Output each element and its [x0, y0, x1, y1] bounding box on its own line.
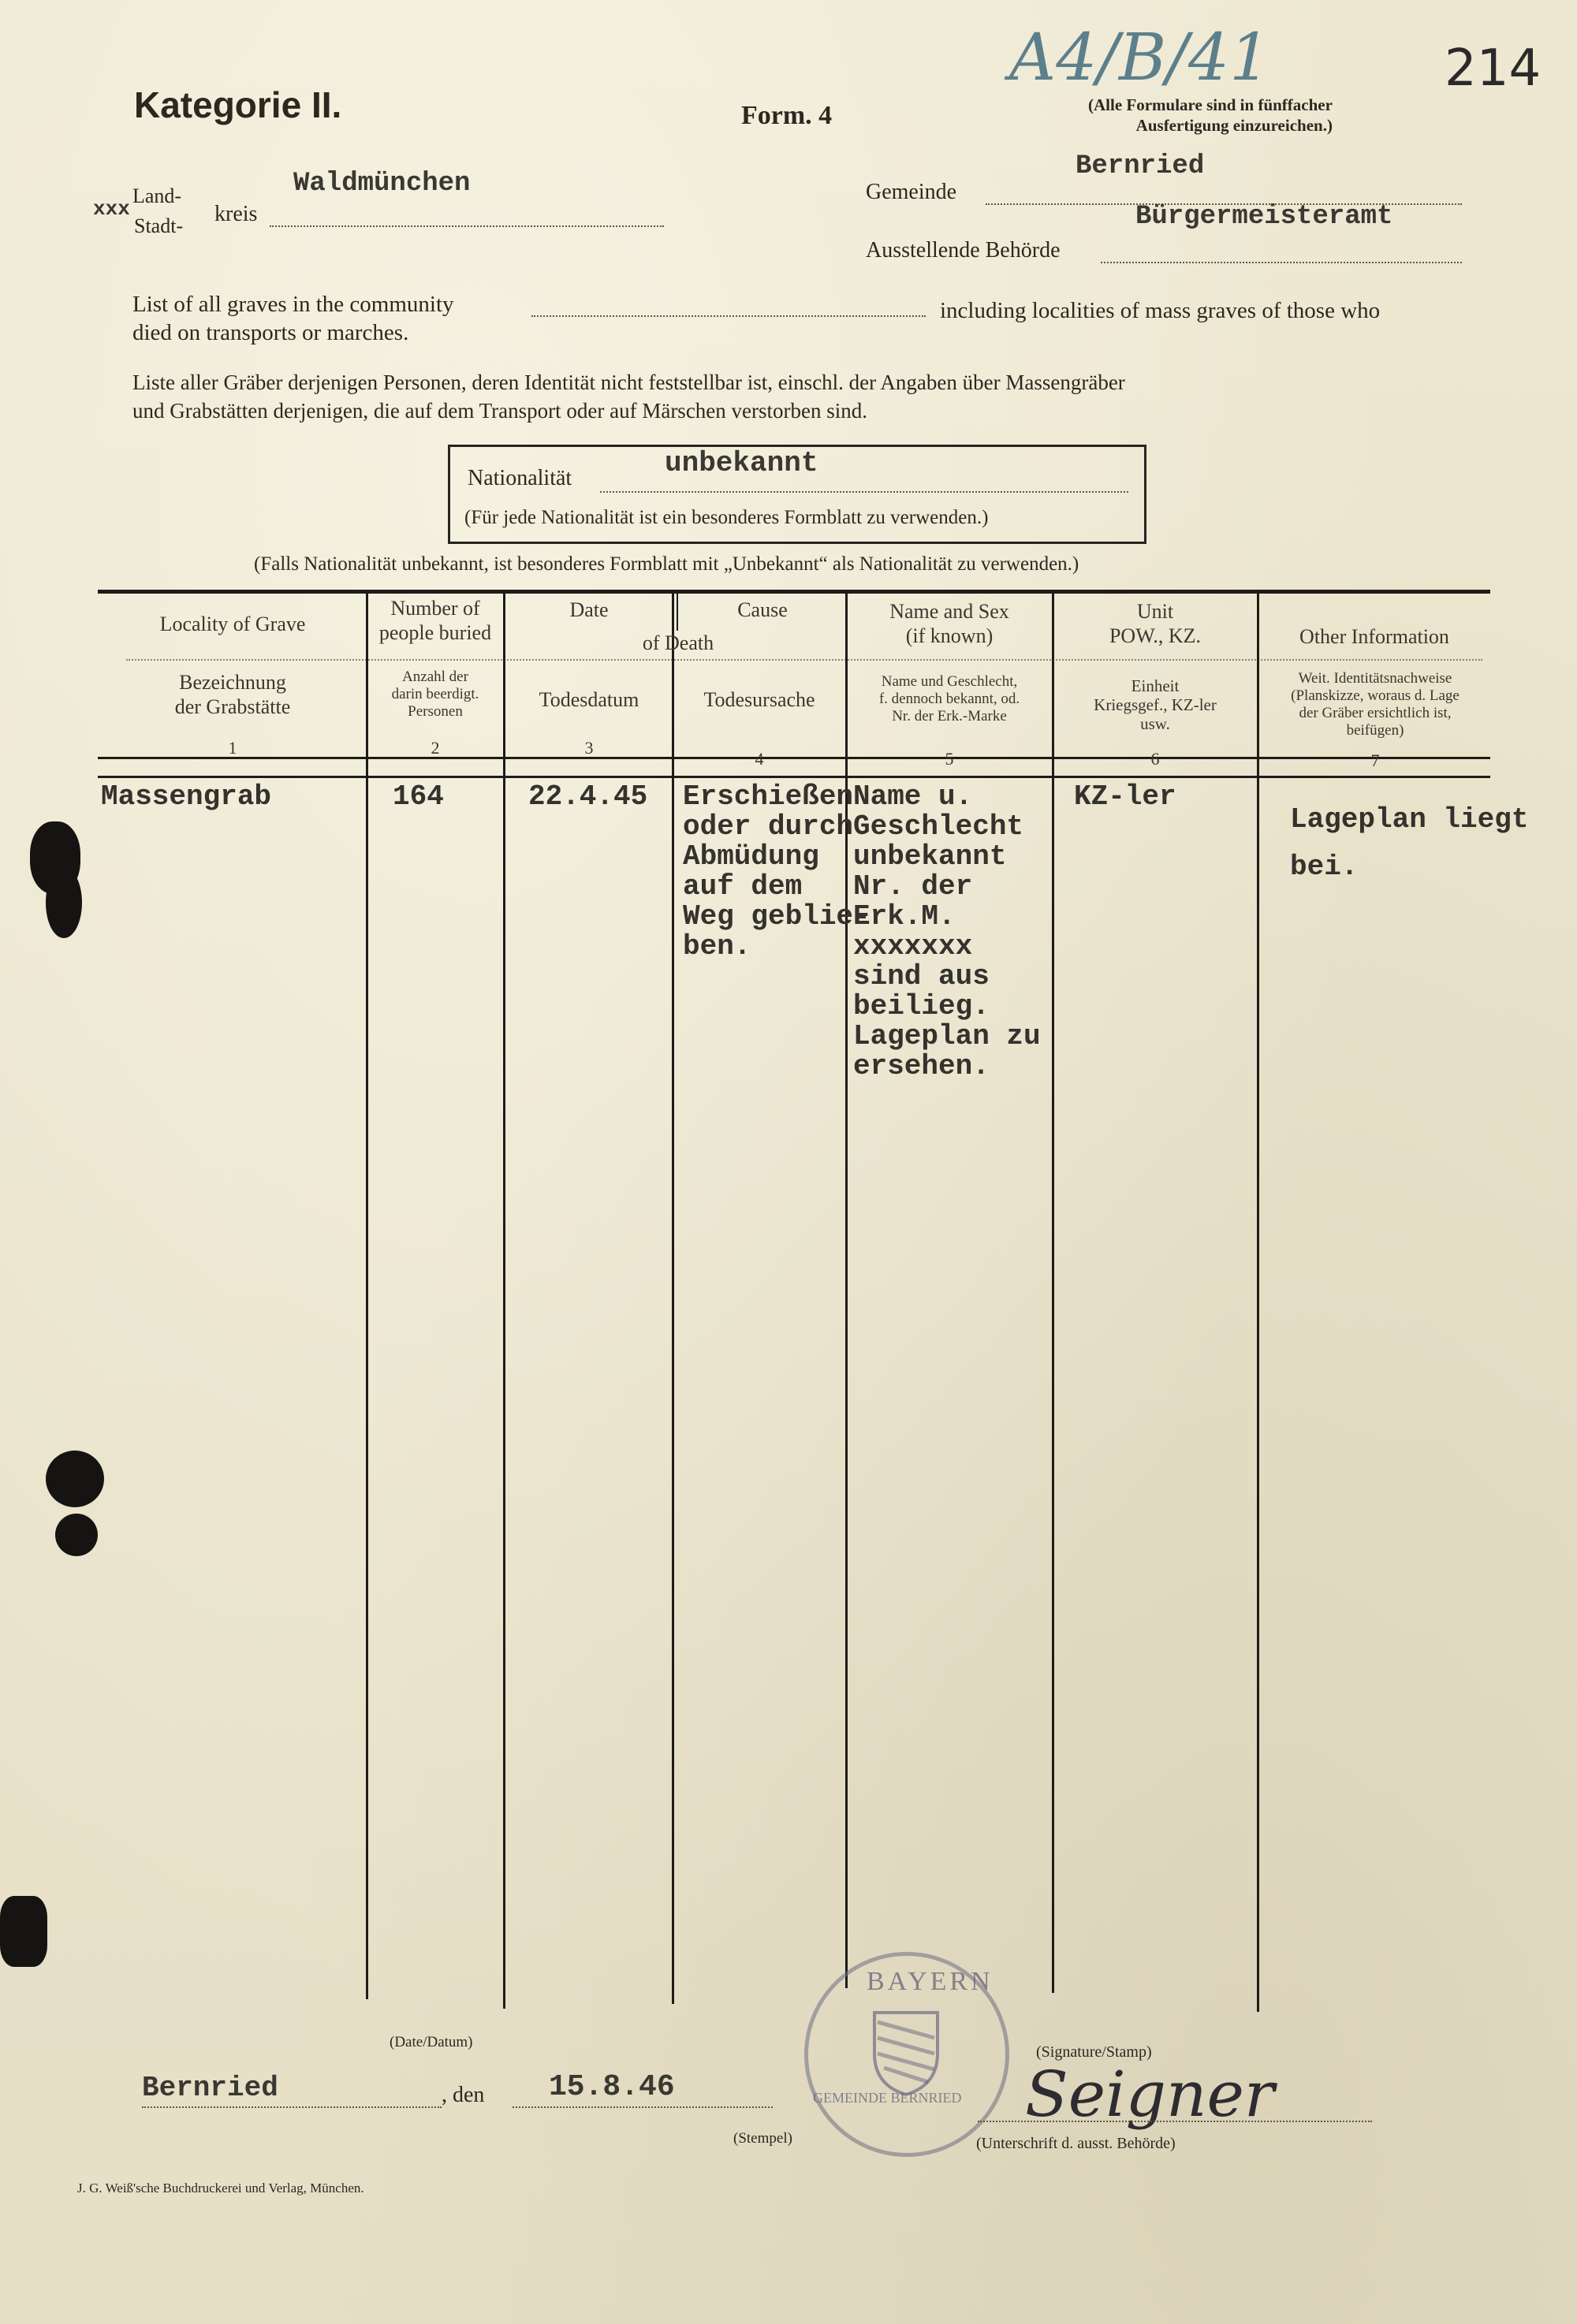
col-number-4: 4	[755, 749, 764, 769]
signature-line	[978, 2121, 1372, 2122]
col-divider-6	[1257, 593, 1259, 2012]
col-header-en-1: Locality of Grave	[159, 613, 306, 635]
intro-de-1: Liste aller Gräber derjenigen Personen, deren Identität nicht feststellbar ist, einschl. der Angaben über Massengräber	[132, 371, 1125, 394]
col-number-2: 2	[431, 738, 440, 758]
date-label: (Date/Datum)	[390, 2034, 473, 2050]
page-number: 214	[1445, 39, 1542, 98]
col-header-en-7: Other Information	[1299, 625, 1449, 648]
submission-note-line1: (Alle Formulare sind in fünffacher	[1088, 95, 1333, 114]
signature-stamp-label: (Signature/Stamp)	[1036, 2043, 1152, 2061]
col-divider-2	[503, 593, 505, 2009]
place-line	[142, 2106, 442, 2108]
col-header-en-3: Date	[569, 598, 609, 621]
col-header-de-6: Einheit Kriegsgef., KZ-ler usw.	[1094, 676, 1217, 734]
col-header-en-2: Number of people buried	[378, 597, 492, 645]
form-number: Form. 4	[741, 101, 833, 130]
col-header-en-4: Cause	[737, 598, 788, 621]
col-divider-3	[672, 593, 674, 2004]
kreis-line	[270, 225, 664, 227]
cell-unit: KZ-ler	[1074, 780, 1176, 813]
nationality-hint: (Für jede Nationalität ist ein besonderes Formblatt zu verwenden.)	[464, 507, 989, 528]
col-divider-date-cause	[677, 593, 678, 631]
printer-imprint: J. G. Weiß'sche Buchdruckerei und Verlag, München.	[77, 2181, 364, 2196]
col-header-en-5: Name and Sex (if known)	[889, 600, 1009, 648]
col-number-1: 1	[228, 738, 237, 758]
punch-hole	[55, 1514, 98, 1556]
submission-note	[1088, 95, 1333, 136]
unterschrift-label: (Unterschrift d. ausst. Behörde)	[976, 2135, 1176, 2152]
header-mid-rule	[126, 659, 1482, 661]
kreis-label: kreis	[214, 202, 258, 226]
punch-hole	[46, 867, 82, 938]
number-row-rule	[98, 776, 1490, 778]
den-label: , den	[442, 2083, 485, 2107]
municipal-stamp	[804, 1952, 1009, 2157]
archive-mark: A4/B/41	[1009, 20, 1271, 95]
nationality-line	[600, 491, 1128, 493]
table-top-rule	[98, 590, 1490, 594]
intro-en-c: died on transports or marches.	[132, 320, 409, 345]
land-label: Land-	[132, 184, 182, 207]
cell-count: 164	[393, 780, 444, 813]
col-header-de-7: Weit. Identitätsnachweise (Planskizze, woraus d. Lage der Gräber ersichtlich ist, beifügen)	[1291, 670, 1460, 739]
intro-en-b: including localities of mass graves of those who	[940, 298, 1381, 323]
nationality-value: unbekannt	[665, 447, 818, 479]
nationality-label: Nationalität	[468, 466, 572, 490]
unknown-nationality-note: (Falls Nationalität unbekannt, ist besonderes Formblatt mit „Unbekannt“ als Nationalität zu verwenden.)	[254, 553, 1079, 575]
of-death-label: of Death	[642, 631, 714, 654]
date-line	[513, 2106, 773, 2108]
punch-hole	[0, 1896, 47, 1967]
cell-date: 22.4.45	[528, 780, 648, 813]
col-divider-1	[366, 593, 368, 1999]
col-number-5: 5	[945, 749, 954, 769]
col-number-7: 7	[1370, 750, 1380, 770]
col-header-de-1: Bezeichnung der Grabstätte	[174, 671, 291, 719]
behoerde-label: Ausstellende Behörde	[866, 238, 1061, 263]
stamp-text-top: BAYERN	[867, 1967, 994, 1996]
xxx-strikeout: xxx	[93, 197, 130, 221]
stadt-label: Stadt-	[134, 214, 184, 237]
cell-other: Lageplan liegt bei.	[1290, 803, 1529, 883]
cell-name-sex: Name u. Geschlecht unbekannt Nr. der Erk.M. xxxxxxx sind aus beilieg. Lageplan zu ersehen.	[853, 780, 1041, 1082]
kreis-value: Waldmünchen	[293, 169, 471, 199]
footer-date: 15.8.46	[549, 2070, 675, 2104]
form-category: Kategorie II.	[134, 84, 342, 125]
col-header-en-6: Unit POW., KZ.	[1109, 600, 1202, 648]
stamp-text-side: GEMEINDE BERNRIED	[813, 2090, 962, 2106]
community-line	[531, 315, 926, 317]
intro-de-2: und Grabstätten derjenigen, die auf dem Transport oder auf Märschen verstorben sind.	[132, 399, 868, 423]
footer-place: Bernried	[142, 2072, 278, 2104]
bavarian-crest-icon	[868, 2006, 944, 2098]
punch-hole	[46, 1451, 104, 1507]
gemeinde-value: Bernried	[1076, 151, 1205, 181]
nationality-box	[448, 445, 1146, 544]
col-number-6: 6	[1150, 749, 1160, 769]
cell-locality: Massengrab	[101, 780, 272, 813]
submission-note-line2: Ausfertigung einzureichen.)	[1135, 116, 1333, 135]
col-header-de-5: Name und Geschlecht, f. dennoch bekannt, od. Nr. der Erk.-Marke	[878, 673, 1020, 724]
gemeinde-label: Gemeinde	[866, 180, 957, 204]
behoerde-line	[1101, 262, 1462, 263]
signature: Seigner	[1025, 2058, 1275, 2131]
col-header-de-4: Todesursache	[703, 688, 815, 711]
intro-en-a: List of all graves in the community	[132, 292, 454, 317]
col-header-de-2: Anzahl der darin beerdigt. Personen	[391, 669, 479, 720]
col-number-3: 3	[584, 738, 594, 758]
cell-cause: Erschießen oder durch Abmüdung auf dem Weg geblie- ben.	[683, 780, 871, 963]
behoerde-value: Bürgermeisteramt	[1135, 202, 1393, 232]
stempel-label: (Stempel)	[733, 2130, 792, 2147]
col-divider-5	[1052, 593, 1054, 1993]
col-header-de-3: Todesdatum	[539, 688, 639, 711]
